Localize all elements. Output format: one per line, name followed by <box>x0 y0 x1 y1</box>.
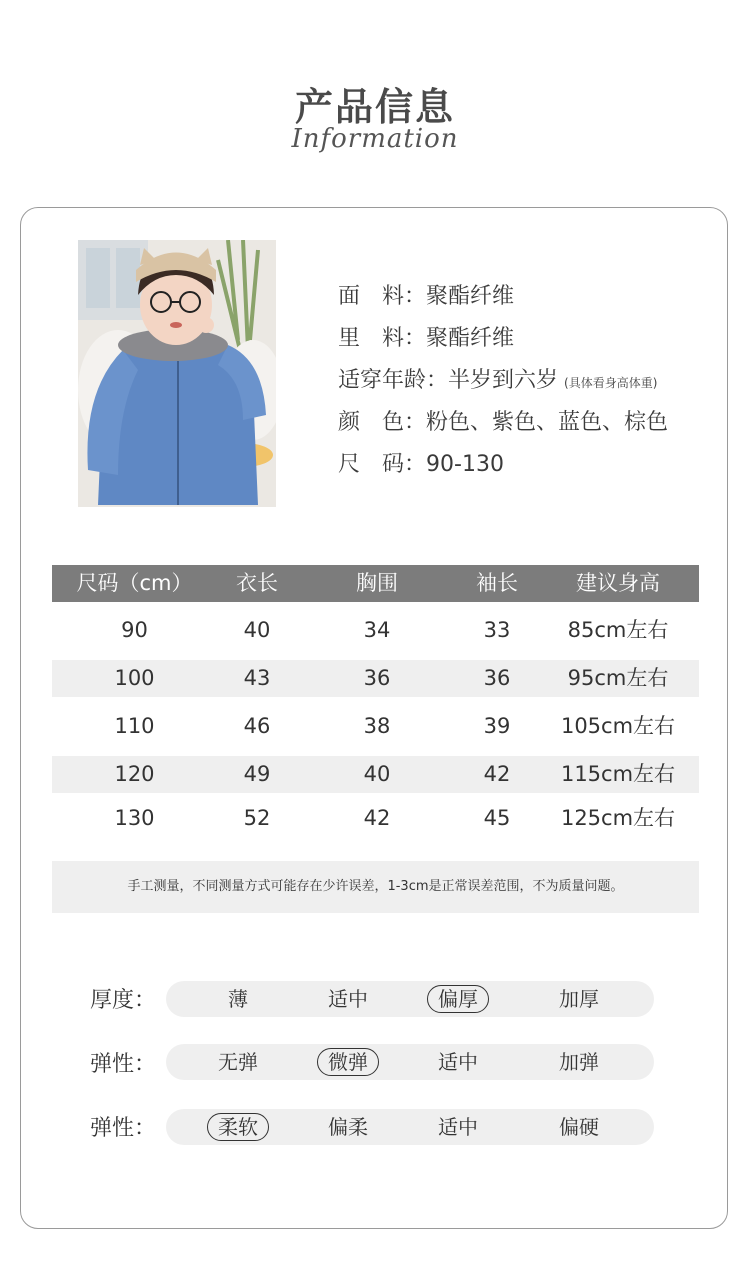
table-row <box>52 660 699 697</box>
measurement-note: 手工测量，不同测量方式可能存在少许误差，1-3cm是正常误差范围，不为质量问题。 <box>52 861 699 913</box>
scale-option: 偏柔 <box>328 1115 368 1139</box>
scale-option: 薄 <box>228 987 248 1011</box>
table-cell: 42 <box>363 806 391 830</box>
size-table <box>52 565 699 837</box>
scale-option-selected: 偏厚 <box>427 985 489 1013</box>
table-cell: 49 <box>243 762 271 786</box>
page-subtitle: Information <box>291 124 459 154</box>
product-info <box>338 276 668 486</box>
table-row <box>52 756 699 793</box>
info-label: 颜 色： <box>338 410 427 435</box>
softness-scale <box>166 1109 654 1145</box>
info-row-color <box>338 402 668 444</box>
table-cell: 120 <box>114 762 155 786</box>
table-cell: 85cm左右 <box>567 618 669 642</box>
info-value: 聚酯纤维 <box>426 284 515 309</box>
info-note: (具体看身高体重) <box>564 376 658 390</box>
table-cell: 45 <box>483 806 511 830</box>
column-header: 袖长 <box>476 571 518 595</box>
thickness-scale <box>166 981 654 1017</box>
table-cell: 39 <box>483 714 511 738</box>
scale-option: 适中 <box>438 1050 478 1074</box>
info-row-fabric <box>338 276 668 318</box>
info-row-age <box>338 360 668 402</box>
info-label: 适穿年龄： <box>338 368 449 393</box>
table-cell: 46 <box>243 714 271 738</box>
table-row <box>52 800 699 837</box>
table-cell: 42 <box>483 762 511 786</box>
scale-option: 适中 <box>328 987 368 1011</box>
attr-label-elasticity: 弹性： <box>90 1052 157 1077</box>
info-row-lining <box>338 318 668 360</box>
info-value: 90-130 <box>426 452 504 477</box>
table-cell: 43 <box>243 666 271 690</box>
table-cell: 34 <box>363 618 391 642</box>
table-cell: 40 <box>363 762 391 786</box>
scale-option: 加弹 <box>559 1050 599 1074</box>
table-cell: 36 <box>363 666 391 690</box>
table-cell: 130 <box>114 806 155 830</box>
table-row <box>52 708 699 745</box>
table-cell: 38 <box>363 714 391 738</box>
info-row-size <box>338 444 668 486</box>
size-table-header <box>52 565 699 602</box>
table-cell: 33 <box>483 618 511 642</box>
info-value: 聚酯纤维 <box>426 326 515 351</box>
info-label: 里 料： <box>338 326 427 351</box>
table-cell: 110 <box>114 714 155 738</box>
attr-label-thickness: 厚度： <box>90 988 157 1013</box>
info-label: 尺 码： <box>338 452 427 477</box>
info-value: 粉色、紫色、蓝色、棕色 <box>426 410 669 435</box>
scale-option: 无弹 <box>218 1050 258 1074</box>
table-cell: 36 <box>483 666 511 690</box>
table-cell: 105cm左右 <box>560 714 676 738</box>
column-header: 衣长 <box>236 571 278 595</box>
scale-option-selected: 柔软 <box>207 1113 269 1141</box>
column-header: 建议身高 <box>576 571 660 595</box>
table-cell: 52 <box>243 806 271 830</box>
table-cell: 125cm左右 <box>560 806 676 830</box>
scale-option: 适中 <box>438 1115 478 1139</box>
page-title: 产品信息 <box>294 85 455 129</box>
info-label: 面 料： <box>338 284 427 309</box>
attr-label-softness: 弹性： <box>90 1116 157 1141</box>
column-header: 尺码（cm） <box>76 571 193 595</box>
table-row <box>52 612 699 649</box>
scale-option: 偏硬 <box>559 1115 599 1139</box>
scale-option: 加厚 <box>559 987 599 1011</box>
info-value: 半岁到六岁 <box>448 368 559 393</box>
table-cell: 95cm左右 <box>567 666 669 690</box>
table-cell: 100 <box>114 666 155 690</box>
elasticity-scale <box>166 1044 654 1080</box>
column-header: 胸围 <box>356 571 398 595</box>
table-cell: 90 <box>121 618 148 642</box>
scale-option-selected: 微弹 <box>317 1048 379 1076</box>
table-cell: 40 <box>243 618 271 642</box>
table-cell: 115cm左右 <box>560 762 676 786</box>
product-photo <box>78 240 276 507</box>
